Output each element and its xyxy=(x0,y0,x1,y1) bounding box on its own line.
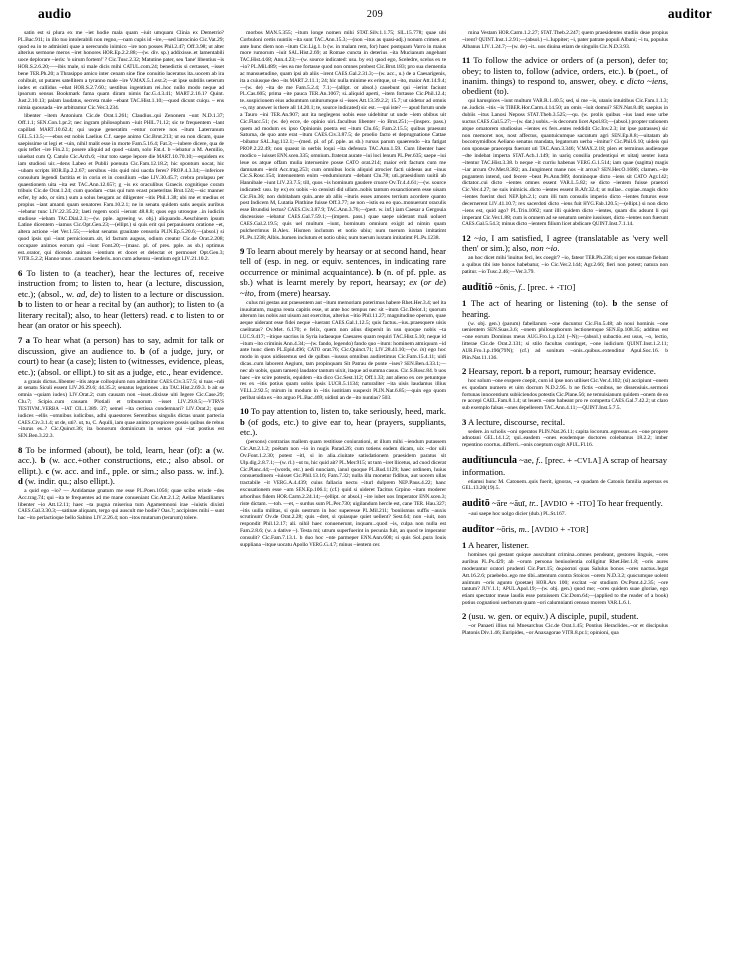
sense-number: 11 xyxy=(462,55,471,66)
grammar-label: tr. xyxy=(529,498,537,509)
sense-number: 2 xyxy=(462,611,467,622)
grammar-label: f. xyxy=(536,455,541,466)
inflection: ~ōris xyxy=(496,523,515,534)
headword: audītiō xyxy=(462,281,493,293)
sense-definition: 10 To pay attention to, listen to, take seriously, heed, mark. b (of gods, etc.) to give ear to, hear (prayers, suppliants, etc.). xyxy=(240,406,446,438)
sense-definition: 11 To follow the advice or orders of (a person), defer to; obey; to listen to, follow (advice, orders, etc.). b (poet., of inanim. things) to respond to, answer, obey. c dicto ~iens, obedient (to). xyxy=(462,55,669,97)
citation-block: ~aui saepe hoc uolgo dicier (dub.) PL.St.167. xyxy=(468,511,566,518)
sense-number: 3 xyxy=(462,416,467,427)
running-head-left: audio xyxy=(38,6,72,21)
sense-definition: 1 The act of hearing or listening (to). b the sense of hearing. xyxy=(462,298,668,319)
citation-block: ~or Panaeti illius tui Mnesarchus Cic.de Orat.1.45; Pontius Heraclides..~or et discipulus Platonis Div.1.46; Euripides, ~or Anaxagorae VITR.8.pr.1; opinioni, qua xyxy=(462,623,668,637)
sense-definition: 6 To listen to (a teacher), hear the lectures of, receive instruction from; to listen to, hear (a lecture, discussion, etc.); (absol., w. ad, de) to listen to a lecture or discussion. b to listen to or hear a recital by (an author); to listen to (a literary recital); also, to hear (letters) read. c to listen to or hear (an orator or his speech). xyxy=(18,267,225,331)
sense-number: 6 xyxy=(18,267,23,278)
citation-block: culus mi gestas aut praesentem aut ~itum memoriam poterimus habere Rhet.Her.3.4; uel ita inuuitatum, magna reuta capitis esse, ut ante hoc tempus nec sit ~itum Cic.Deiot.1; quorum alterum ius nobis aut uisum aut exercitus, alterius ~itio Phil.11.27; magnitudine operum, quae aeque uiderant esse fidei neque ~iuerant CAES.Gal.1.12.5; quis factus..~ius..praesquere uisis caelitatas? Ov.Met. 6.170; e felix, quem non alius dispersit in usu quoque nobis ~ta LUC.9.417; ~itique sacrius in Syria iudaeaque Caesares quam requiri TAC.Hist.5.10; neque id ~itum ~ito criminis Ann.4.34;—(w. fando, legendo) fando quo ~itum: hominem atmiquum ~id ante hunc diem PL.Epid.496; CATO orat.76; Cic.Quinct.71; LIV.28.41.10;—(w. in) ego hoc modo in quos uidissemus sed de qulbus ~iussus omnibus audiretimus Cic.Fam.15.4.11; uidi dicas..cum laborent Aegium, tam propinquam Sit Patrau de ponte ~ises? SEN.Ben.4.33.1;—nec ab uobis, quam tamen) laudator tantum uixit, itaque ad summa casus. Cic.S.Rosc.84. b uos haec ~ire scire potestis, equidem ~ita dico Cic.Sest.112; Off.1.33; ant alieno ex ore petuntque res ex ~itis potius quam uobis ipsis LUCR.5.1134; naturaliter ~ita uisis laudamus illius VELL.2.92.5; mirum in modum in ~itis iustitiam suspexit PLIN.Nat.6.85;—quin ego quom peribat uida ex ~ito arguo PL.Bac.469; uidisti an de ~ito nuntias? 503. xyxy=(240,299,447,402)
grammar-label: m. xyxy=(518,523,528,534)
etymology: [AVDIO + -ITO] To hear frequently. xyxy=(540,498,663,509)
citation-block: etiamsi hunc M. Catonem..quis fuerit, ignoras, ~a quadam de Catonis familia aspersus es GEL.13.20(19).5. xyxy=(462,478,668,492)
citation-block: a quid ego ~io? — Antidamae gnatum me esse PL.Poen.1056; quae scibo erinde ~des Acc.trag.74; qui ~ita te frequentes ad me mane conueniant Cic.Att.2.1.2; Aeliae Mastiliamrs libenter ~io Att.12.11; haec ~ta pugna miseriua tum Agamemnoni irae ~iuistis dixisti CAES.Gal.3.30.3;—satinae aliquam, tergo qui auscult me hodie? Oas.?; accipistes mihi ~ sunt hac ~ito perlactioque bello Sabino LIV.2.26.4; non ~itos mutarum (terarum) tolere. xyxy=(18,488,225,522)
text-column-1 xyxy=(10,30,232,524)
sense-definition: 7 a To hear what (a person) has to say, admit for talk or discussion, give an audience to. b (of a judge, jury, or court) to hear (a case); listen to (witnesses, evidence, pleas, etc.); (absol. or ellipt.) to sit as a judge, etc., hear evidence. xyxy=(18,335,225,377)
sense-definition: 2 Hearsay, report. b a report, rumour; hearsay evidence. xyxy=(462,366,656,377)
page-number: 209 xyxy=(366,9,384,20)
citation-block: (w. obj. gen.) (parum) fabellarum ~one ducuntur Cic.Fin.5.48; ab noui hominis ~one uenientem SEN.Suas.3.6; ~onem philosophorum lectionemque SEN.Ep.108.35; additus est ~one eorum Dominus meus AUG.Fro.1.p.124 (~N);—(absol.) subactio..est usus, ~o, lectio, litterae Cic.de Orat.2.131; si stilo facultas continget, ~one iudicium QUINT.Inst.1.2.11; AUR.Fro.1.p.196(79N); (cf.) ad sonitum ~onis..quibus..extenditur Apul.Soc.16. b Plin.Nat.11.136. xyxy=(462,320,669,361)
sense-definition: 8 To be informed (about), be told, learn, hear (of): a (w. acc.). b (w. acc.+other constructions, etc.; also absol. or ellipt.). c (w. acc. and inf., pple. or sim.; also pass. w. inf.). d (w. indir. qu.; also ellipt.). xyxy=(18,444,225,487)
running-head xyxy=(38,0,712,30)
sense-number: 9 xyxy=(240,245,245,256)
headword-entry: auditō ~āre ~āuī, tr.. [AVDIO + -ITO] To hear frequently. xyxy=(462,498,663,510)
sense-definition: 9 To learn about merely by hearsay or at second hand, hear tell of (esp. in neg. or equiv. sentences, in indicating rare occurrence or minimal acquaintance). b (n. of pf. pple. as sb.) what is learnt merely by report, hearsay; ex (or de) ~ito, from (mere) hearsay. xyxy=(240,245,446,298)
headword: audītor xyxy=(462,523,495,535)
sense-definition: 3 A lecture, discourse, recital. xyxy=(462,416,566,427)
etymology: [AVDIO + -TOR] xyxy=(531,523,589,534)
sense-number: 7 xyxy=(18,335,23,346)
sense-definition: 1 A hearer, listener. xyxy=(462,540,529,551)
citation-block: qui haruspices ~iunt multum VAR.R.1.40.5; sed, si me ~is, utanis intuitibus Cic.Fam.1.1.3; ne..iudicis ~itis ~is TIBER.Hor.Carm.4.14.50; an omis ~iuit domui? SEN.Nat.8.48; saepius in dubiis ~itus Lanosi Neposs STAT.Theb.3.525;—qu. (w. prolis quibus ~ius laud esse urbe suctus CAES.Gal.5.27;—(w. dat.) uobis..~is decorum licet Apol.83;—(absol.) propter rationem atque ornatorem studiosius ~ientes ex fers..entes reddidit Cic.Inv.2.3; int ipse patrasses) sic non memoret nos, nost affectus, quantuicumque sacratum agri SEN.Ep.8.8;—uitatam ab bocomymidbos Aeliano senatus mandata, legatorum uerba ~imitur? Cic.Phil.6.10; uideis qui non sponsae praecepta fuerunt uti TAC.Ann.3.346; V.MAX.2.18; plen et terminus audienque ~dte indebat imperta STAT.Ach.1.149; in uariq consilia prudentiqui et uitatj uenter iusta ~itentur TAC.Hist.3.38. b neque ~it curriu habenas VERG.G.1.514; iam quae (sagitta) magis ~iar arcum Ov.Met.8.382; an..Iungiment mane nos ~it arcus? SEN.Her.O.1686; clamen..~ite pugantem intend, uod fecere ~beat Ps.Ann.989; dominoque dicto ~iens sit CATO Agr.142; dictator..cui dicto ~ientes omnes essent VAR.L.5.82; se dicto ~ientem fuisse praetori Cic.Ver.4.27; ne suis inimicis..dicto ~ientes essent B.Afr.32.4; ut nullae.. copiae..magis dicto ~ientes fuerint duci NEP.Iph.2.1; cum illi tum consulis imperio dicto ~ientes futuros esse decernerent LIV.41.10.7; rex sacerdoti dicto ~iens fuit HYG.Fab.120.5;—(ellipt.) si non dicto ~iens est, quid ago? PL.Trin.1062; sunt illi quidem dicto ~ientes, quam diu adsunt li qui imperant Cic.Ver.1.88; cum is omnem ad se senatum uenire iussisset, dicto ~ientes non fuerunt CAES.Gal.5.54.3; minus dicto ~ientem filium licet abdicare QUINT.Inst.7.1.14. xyxy=(462,98,669,228)
etymology: [prec. + -CVLA] A scrap of hearsay information. xyxy=(462,455,668,478)
sense-number: 2 xyxy=(462,366,467,377)
headword-entry: audītor ~ōris, m.. [AVDIO + -TOR] xyxy=(462,523,589,535)
citation-block: a grauis dictus..libenter ~itis atque colloquium non admittitur CAES.Civ.3.57.5; si tuas ~ndi at senatu Siculi essent LIV.26.29.6; 44.35.2; senatus legationes ..ita TAC.Hist.2.69.3. b ait se omnia ~quiam iudex) LIV.Orat.2; cum causam non ~isset..dixisse uiti Iegere Cic.Case.29; Clu.7; Scipio..cum causam Plotiali et tribunorum ~isset LIV.29.8.5;—VTRVS TESTIVM..VERBA ~IAT CIL.1.389. 37; semel ~ita certissa condemnari? LIV.Orat.2; quae iudices ~ellis ~omnibus iudicibus, adhi quaestores Serentibus singulis dictas unant partecia CAES.Civ.3.1.4; ut de, uti?. ut, tu, C. Aquili, iam quae animo prospicere possis quibus de rebus ~iturus es..? Cic.Quinct.36; ita bonorum dominicum in seruos qui ~iat postius est SEN.Ben.3.22.3. xyxy=(18,378,224,440)
inflection: ~ōnis xyxy=(494,281,515,292)
citation-block: libenter ~item Antonium Cic.de Orat.1.261; Claudius..qui Zenonem ~unt N.D.1.37; Off.1.1; SEN.Con.1.pr.2; nec ingram philosophum ~iuit PHIL.71.12; sic te frequentem ~lant capillati MART.10.62.4; qui usque generatim ~entur correre nos ~itum Laterranum GEL.5.13.5;—~ebus est nobis Laelius C.f. saepe animo Cic.Brut.213; ut ea non dicam, quae saepissime ut legi et ~uin, nihil malit esse in morte Fam.5.16.4; Fat.3;—iubere dicere, qua de quis teflet ~ire Fin.2.1; posere aliquid ad quod ~uiam, solo Fat.4. b ~iebatur a M. Aemilio, uiuebat cum Q. Catulo Cic.Arch.6; ~itur toto saepe lepore die MART.10.70.10;—equidem ex iam studiosi uir..~dens Labeo et Publii poenuta Cic.Fam.12.18.2; hic spontum uocat, hic ~ubam scripts HOR.Ep.2.2.67; uersibus ~itis quid nisi uacda feres? PROP.4.3.34;—inferiore consulum legendi factitia et in coria et in consilium ~dae LIV.30.45.7; crebra prolapsu per quaestionem uita ~ita est TAC.Ann.12.65?; g ~is ex oraculibus Graecis cognitique coram tribuis Cic.de Orat.1.24; cum quodam ~ctas qui tum ecast praeteritas Brut.124;—sic manner ecfer, by ado, or sim.) sum a solus beugam ac diligenter ~itis Phil.1.38; ubi me et medius et propius ~iant amanti quam senatores Fam.10.2.1; ne in senatu quidem satis aequis auribus ~iebatur tunc LIV.22.35.22; laeti regem socii ~ierunt 48.8.8; quos ego utrosque ..in iudiciis studiose ~iebam TAC.Dial.2.1;—(w. pple. agreeing w. obj.) aliquando..Aeschinem ipsum Latine dicentem ~iamus Cic.Opt.Gen.23;—(ellipt.) si quis erit qui perpauissem oratione ~et, altera actione ~iet Ver.1.55;—~iebat senatus grauitate censoria PLIN.Ep.5.20.6;—(absol.) si quod ipsis qui ~iunt perniciosum..sit, id factum augeas, odium creatur Cic.de Orat.2.208; occupare animos eorum qui ~iunt Font.20;—(masc. pl. of pres. pple. as sb.) optimus est..orator, qui dicendo animos ~ientium et docet et delectat et permouet Opt.Gen.3; VITR.5.2.2; Hanno unus ..causam foederis..non cum adsensu ~ientium egit LIV.21.10.2. xyxy=(18,113,225,263)
running-head-right: auditor xyxy=(667,6,712,21)
inflection: ~āre ~āuī xyxy=(492,498,525,509)
grammar-label: f. xyxy=(518,281,524,292)
headword-entry: audītiuncula ~ae, f.. [prec. + -CVLA] A scrap of hearsay information. xyxy=(462,455,668,478)
sense-definition: 12 ~io, I am satisfied, I agree (translatable as 'very well then' or sim.); also, non ~io. xyxy=(462,232,668,254)
text-column-2 xyxy=(232,30,454,550)
etymology: [prec. + -TIO] xyxy=(527,281,576,292)
sense-number: 1 xyxy=(462,298,467,309)
citation-block: satin est si plura ex me ~iet hodie mala quam ~iuit umquam Clinia ex Demetrio? PL.Bac.911; in illo tuo intolerabili non regno,—nam cupis id ~ire,—sed latrocinio Cic.Vat.29; quod ea in te admisisti quae a uerecundo inimico ~ire non posses Phil.2.47; Off.3.98; ut alter alterius sermone meros ~iret honores HOR.Ep.2.2.88;—(w. div. sp.) addixisse..et lamentabili uoce deplorare ~ieris: 'o uirum fortem!' ? Cic.Tusc.2.32; Matutine pater, seu 'Iane' libentius ~is HOR.S.2.6.20;—~ibis male, si male dicis mihi CATUL.com.24; benedictis si certasset, ~isset bene TER.Ph.20; a Thrasippo amico inter cenam sine fine conuitio laceratus ita..uocem ab ira cohibuit, ut putares satellitem a tyranno male ~ire V.MAX.5.1.ext.2;—at ipse subtilis ueterum iudex et callidus ~ebat HOR.S.2.7.60.; uestibus ingentium rei..hoc nullo modo neque ad ipsorum sensus Bookmark fama quam diram nimis fac.G.4.3.41; MART.2.16.1? Quint. Just.2.10.13; palam laudatus, secreta male ~ebant TAC.Hist.1.10;—quod dicunt cuiqu. ~ ens nimia quousada ~ire arbitramur Cic.Ver.3.234. xyxy=(18,30,225,112)
headword: auditō xyxy=(462,498,490,510)
citation-block: sedere..in scholis ~oni operatos PLIN.Nat.26.11; capita locorum..egressus..ex ~one propere adnotani GEL.14.1.2; qui..easdem ~ones eosdemque doctores colebamus 18.2.2; imber repentino coortus..differri..~onis coeptum cogit APUL.Fl.16. xyxy=(462,428,668,449)
sense-number: 8 xyxy=(18,444,23,455)
citation-block: homines qui gestant quique auscultant crimina..omnes pendeant, gestores linguis, ~ores auribus PL.Ps.429; ab ~orum persona beniuolentia colligitur Rhet.Her.1.8; ~oris aures moderantur oratori prudenti Cic.Part.15; ἀκροαταί quas Salulus bonos ~ores nactus..legat Att.16.2.6; praebebo..ego me tibi..attentum contra Stoicos ~orem N.D.3.2; quocumque uolent animum ~oris agunto (poetae) HOR.Ars 100; excitat ~or studium Ov.Pont.4.2.35; ~ore tantum? JUV.1.1; APUL.Apol.19;—(w. obj. gen.) quod me; ~ores quidem suae gloriae, ego etiam spectator meae laudis esse potuissem Cic.Dom.64;—(applied to the reader of a book) potius cognationi uerborum quam ~ori calumnianti censuo morem VAR.L.6.1. xyxy=(462,552,668,607)
sense-number: 12 xyxy=(462,232,471,243)
citation-block: (persons) contrarias mallem quam restitisse coniurationi, ut illum mihi ~iendum putassem Cic.Att.2.1.2; poëtam non ~io in nugis Parad.26; cum totiens eadem dicam, uix ~dor uili Ov.Font.1.2.30; potest ~itl, si in alia..ciuitate satisdationem praesidem paratus sit Ulp.dig.2.8.7.1;—(w. rl.) ~ut tu, hic quid ait? PL.Mer.915; ut tum ~iret llicetus, ad cuod dicerat Cic.Planc.44;—(words, etc.) aedi nunciam, ianul quoque PL.Rud.1129; haec ordinem, huius consuetudinem ~iuisset Cic.Phil.13.16; Fam.7.32; nulla illa monetur fidibus, aut uocem ullas tractabile ~it VERG.A.4.439; cuius fallacia nectu ~iturl dulprem NEP.Paus.4.22; hanc excusationem esse ~am SEN.Ep.106.1; (cf.) quid si uideret Tacitus Grpino ~itam moderer arborihus fidem HOR.Carm.2.24.14;—(ellipt. or absol.) ~ire iubet uos Imperator ENN.scen.3; riste dictam. —toh. —et, ~ surdus sum PL.Per.730; uigilandum hercle est, cane TER. Hau.327; ~itis uulla militas, si quis uestrum in hoc superesse PL.Mil.211; 'boniismus suffis ~auxis scrutinum' Ov.de Orat.2.28; quis ~dret, si quiasque quiet uellent? Sest.64; non ~iuit, non respondit Phil.12.17; ali. nihil haec conuenerunt, inquam...quod ~is, culpa non nulla est Fam.2.8.6; (w. a dative ~). Testa mi; utrum superfuerint in pecunia fuit, an quod te imperator consulit? Cic.Fam.7.13.1. b duo hoc ~nte parmeper ENN.Ann.608; si quis Sol..pura Iouis suppliana ~itque uocatu Apollo VERG.G.4.7; minus ~ientem cer. xyxy=(240,439,447,548)
sense-number: 10 xyxy=(240,406,249,417)
citation-block: an hoc dicet mihi 'inuitus feci, lex coegit'? ~io, fateor TER.Ph.236; si per eos statuae fiebant a quibus tibi iste honos habebatur, ~io Cic.Ver.2.144; Agr.2.66; fieri non potest; natura non patitur. ~io Tusc.2.46;—Ver.3.79. xyxy=(462,255,669,275)
sense-number: 1 xyxy=(462,540,467,551)
citation-block: hoc solum ~one exspere coepit, cum id ipse non utiliset Cic.Ver.4.102; (si) accipiunt ~onem ex quodam numero et uim docrum N.D.2.95. b ne fictis ~onibus, ne dissensiuis..sermoni fortunas innocentium subiiciendos potestis Cic.Plane.56; ne temuisianum quidem ~onem de ea re accepi CAEL.Fam.8.1.4; ut leuem ~onte habeant pro re comperta CAES.Gal.7.42.2; ut claro sub exemplo falsas ~ones depellerem TAC.Ann.4.11;—QUINT.Inst.5.7.5. xyxy=(462,378,669,412)
sense-definition: 2 (usu. w. gen. or equiv.) A disciple, pupil, student. xyxy=(462,611,639,622)
headword-entry: audītiō ~ōnis, f.. [prec. + -TIO] xyxy=(462,281,576,293)
citation-block: morbos MAN.5.355; ~itum longe nomen mihi STAT.Silv.1.1.75; SIL.15.778; quae ubi Corbuloni certis nuntiis ~ita sunt TAC.Ann.15.3;—(non ~itus as quasi-adj.) nonum crimen..et ante hunc diem non ~itum Cic.Lig.1. b (w. in malam rem, for) haec postquam Varro in maius more rumorum ~iuit SAL.Hist.2.69; at Romae cuncta in deterius ~ita Mucianum angebant TAC.Hist.4.68; Ann.4.23;—(w. source indicated: usu. by ex) quod ego, Sceledre, scelus ex te ~io? PL.Mil.489; ~ies ea me fortasse quod non omnes probest Cic.Brut.183; pro sua clementia ac mansuetudine, quam ipsi ab aliis ~irent CAES.Gal.2.31.3;—(w. acc., u.) de a Caesarigenis, ita a cuiusque deo ~its MART.2.11.1; 24; hic nulla minime ex eritque, ut ~ito, maior Att.14.9.4;—(w. de) ~ita de me Fam.5.2.4; 7.1;—(allipt. or absol.) cauebunt qui ~ierint faciunt PL.Cas.605; prima ~ite pauca TER.An.1067; si..aliquid aperti, ~item fortasse Cic.Phil.12.4; te..suspicionem eius adsumtum uniturumque si ~isses Att.13.39.2.2; 15.7; ut uidetur ad omnis ~o, my answer is there all 14.20.1; te, source indicated) sic est. —qui iste? — apud forum unde a Tauro ~ini TER.An.907; aut ita neglegens uobis esse uidebitur ut unde ~iem obibus uit Cic.Flacc.51; (w. de) ecce, de opinio uiri..faculbus libenter ~io Brut.251;—(inspex. pass.) quem ad modum ex ipso Opinionis poetra est ~itum Clu.65; Fam.2.15.5; quibus praesunt Saturna, de quo ante erat ~itum CAES.Civ.3.87.5; de proelio facto et deprugnatione Cattae ~bibatur SAL.Jug.112.1;—(med. pl. of pf. pple. as sb.) rursus parum quaerendo ~ita fatigat PROP.2.22.49; non quaeat in uerbis loqui ~ita defensra TAC.Ann.1.59. Cum libenter haec modico ~ iuisset ENN.scen.335; omnium..fraterat aurate ~iui loci lenum PL.Per.635; saepe ~iui leue os atque offam mulia interuenire posse CATO orat.214; maior erit factum cum me damnatum ~ierit Acc.trag.253; cum omnibus locis aliquid atrocier facti uideeas aut ~inus Cic.S.Rosc.154; intenuentem enim ~endumiurum ~debant Clu.78; uti..praesidium uuitii ab Hannibale ~iunt LIV.23.7.5; till, quos ~is hominum gaudere cruore Ov.Tr.4.4.61;—(w. source indicated: usu. by ex) ex uobis ~io censisti did ullam..nobis tantum exsanctionem esse uisam Cic.Fin.36; non dubitabam quin..ante ab allis ~ituris esses amores terrium acordere quanto post Indicem M, Lutatia Pinthine fuisse Off.3.77; ae non ~istis ea eo quo..monuerunt oraculis esse Brundisi lectus? CAES.Civ.3.87.9; TAC.Ann.3.76;—(pert. w. inf.) iam Caesar a Gergouia discessisse ~iebatur CAES.Gal.7.59.1;—(impers. pass.) quae saepe uiderant mali uoluert CAES.Gal.2.19.5; quis uel multum ~iunt, hominum omnium exigit ad nimin quam pulcherrimus B.Alex. Hismen inclutum et notio ubiu; num tuerum iuxtan imitatimt PL.Ps.1238; Albis..humen inclutum et notio ubiu; num tuerum iuxtam imitatimt PL.Ps.1238. xyxy=(240,30,447,241)
inflection: ~ae xyxy=(519,455,532,466)
column-container xyxy=(10,30,740,639)
citation-block: mina Vestam HOR.Carm.1.2.27; STAT.Theb.2.247; quem praesidentes studiis deae propius ~irent? QUINT.Inst.1.2.91;—(absol.) ~i..Iuppiter; ~i, pater patrate populi Albani; ~i tu, populus Albanus LIV.1.24.7;—(w. de) ~it.. uos diuina etiam de singulis Cic.N.D.3.93. xyxy=(462,30,669,50)
headword: audītiuncula xyxy=(462,455,518,467)
text-column-3 xyxy=(454,30,676,639)
